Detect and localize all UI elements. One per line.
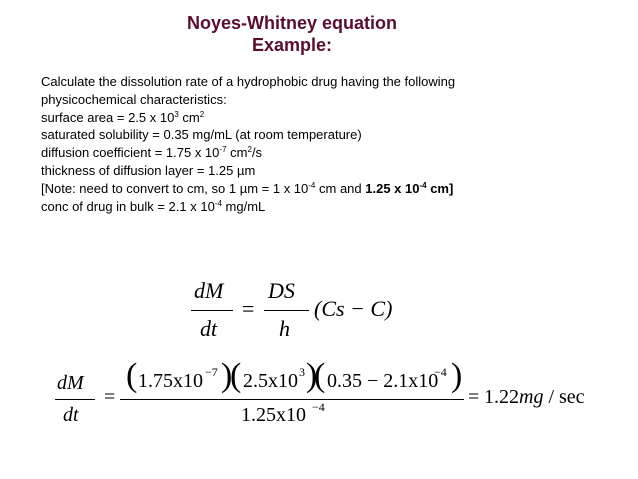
note-exp: -4	[308, 180, 316, 190]
eq2-paren-close-1: )	[221, 357, 233, 394]
eq1-fraction-bar-left	[191, 310, 233, 311]
eq2-factor-3-exp: −4	[434, 365, 447, 379]
eq2-factor-2: 2.5x10	[243, 370, 298, 392]
eq2-paren-close-3: )	[451, 357, 463, 394]
eq2-paren-open-3: (	[314, 357, 326, 394]
eq1-den-left: dt	[200, 316, 218, 341]
note-bold-exp: -4	[419, 180, 427, 190]
eq2-num-left: dM	[57, 372, 84, 394]
eq2-paren-open-1: (	[126, 357, 138, 394]
diffusion-line	[41, 144, 601, 162]
eq2-denominator-exp: −4	[312, 400, 325, 414]
eq1-num-left: dM	[194, 278, 224, 303]
note-text: [Note: need to convert to cm, so 1 µm = 1 x 10	[41, 180, 309, 196]
thickness-line: thickness of diffusion layer = 1.25 µm	[41, 162, 256, 178]
eq2-factor-2-exp: 3	[299, 365, 305, 379]
note-text-2: cm and	[315, 180, 366, 196]
diffusion-exp: -7	[219, 145, 227, 155]
surface-area-unit: cm	[178, 109, 200, 125]
surface-area-exp: 3	[174, 109, 179, 119]
eq2-denominator: 1.25x10	[241, 404, 306, 426]
diffusion-text: diffusion coefficient = 1.75 x 10	[41, 145, 220, 161]
note-bold-end: cm]	[426, 180, 454, 196]
eq2-den-left: dt	[63, 404, 79, 426]
eq2-equals: =	[104, 386, 116, 408]
eq2-result: 1.22mg / sec	[484, 386, 585, 408]
diffusion-unit: cm	[226, 145, 248, 161]
page-title: Noyes-Whitney equation	[186, 13, 397, 33]
note-bold: 1.25 x 10	[365, 180, 420, 196]
surface-area-unit-exp: 2	[199, 109, 205, 119]
diffusion-unit-exp: 2	[247, 145, 252, 155]
eq2-fraction-bar-left	[55, 399, 95, 400]
problem-line-2: physicochemical characteristics:	[41, 91, 227, 107]
eq2-paren-close-2: )	[306, 357, 318, 394]
page-subtitle: Example:	[251, 35, 333, 55]
eq1-fraction-bar-right	[264, 310, 309, 311]
problem-statement	[41, 73, 601, 215]
eq1-num-right: DS	[268, 278, 295, 303]
problem-line-1: Calculate the dissolution rate of a hydrophobic drug having the following	[41, 74, 456, 89]
eq2-paren-open-2: (	[230, 357, 242, 394]
eq1-den-right: h	[279, 316, 290, 341]
eq2-result-equals: =	[468, 386, 480, 408]
note-line	[41, 180, 601, 198]
bulk-conc-text: conc of drug in bulk = 2.1 x 10	[41, 198, 215, 214]
surface-area-text: surface area = 2.5 x 10	[41, 109, 175, 125]
eq1-equals: =	[242, 296, 255, 321]
bulk-conc-exp: -4	[214, 198, 222, 208]
solubility-line: saturated solubility = 0.35 mg/mL (at room temperature)	[41, 127, 362, 143]
eq2-factor-1-exp: −7	[205, 365, 218, 379]
eq2-fraction-bar-main	[120, 399, 464, 400]
eq1-tail: (Cs − C)	[314, 296, 393, 321]
diffusion-unit-tail: /s	[251, 145, 263, 161]
bulk-conc-unit: mg/mL	[221, 198, 266, 214]
eq2-factor-1: 1.75x10	[138, 370, 203, 392]
bulk-conc-line	[41, 198, 601, 216]
surface-area-line	[41, 109, 601, 127]
eq2-factor-3: 0.35 − 2.1x10	[327, 370, 439, 392]
